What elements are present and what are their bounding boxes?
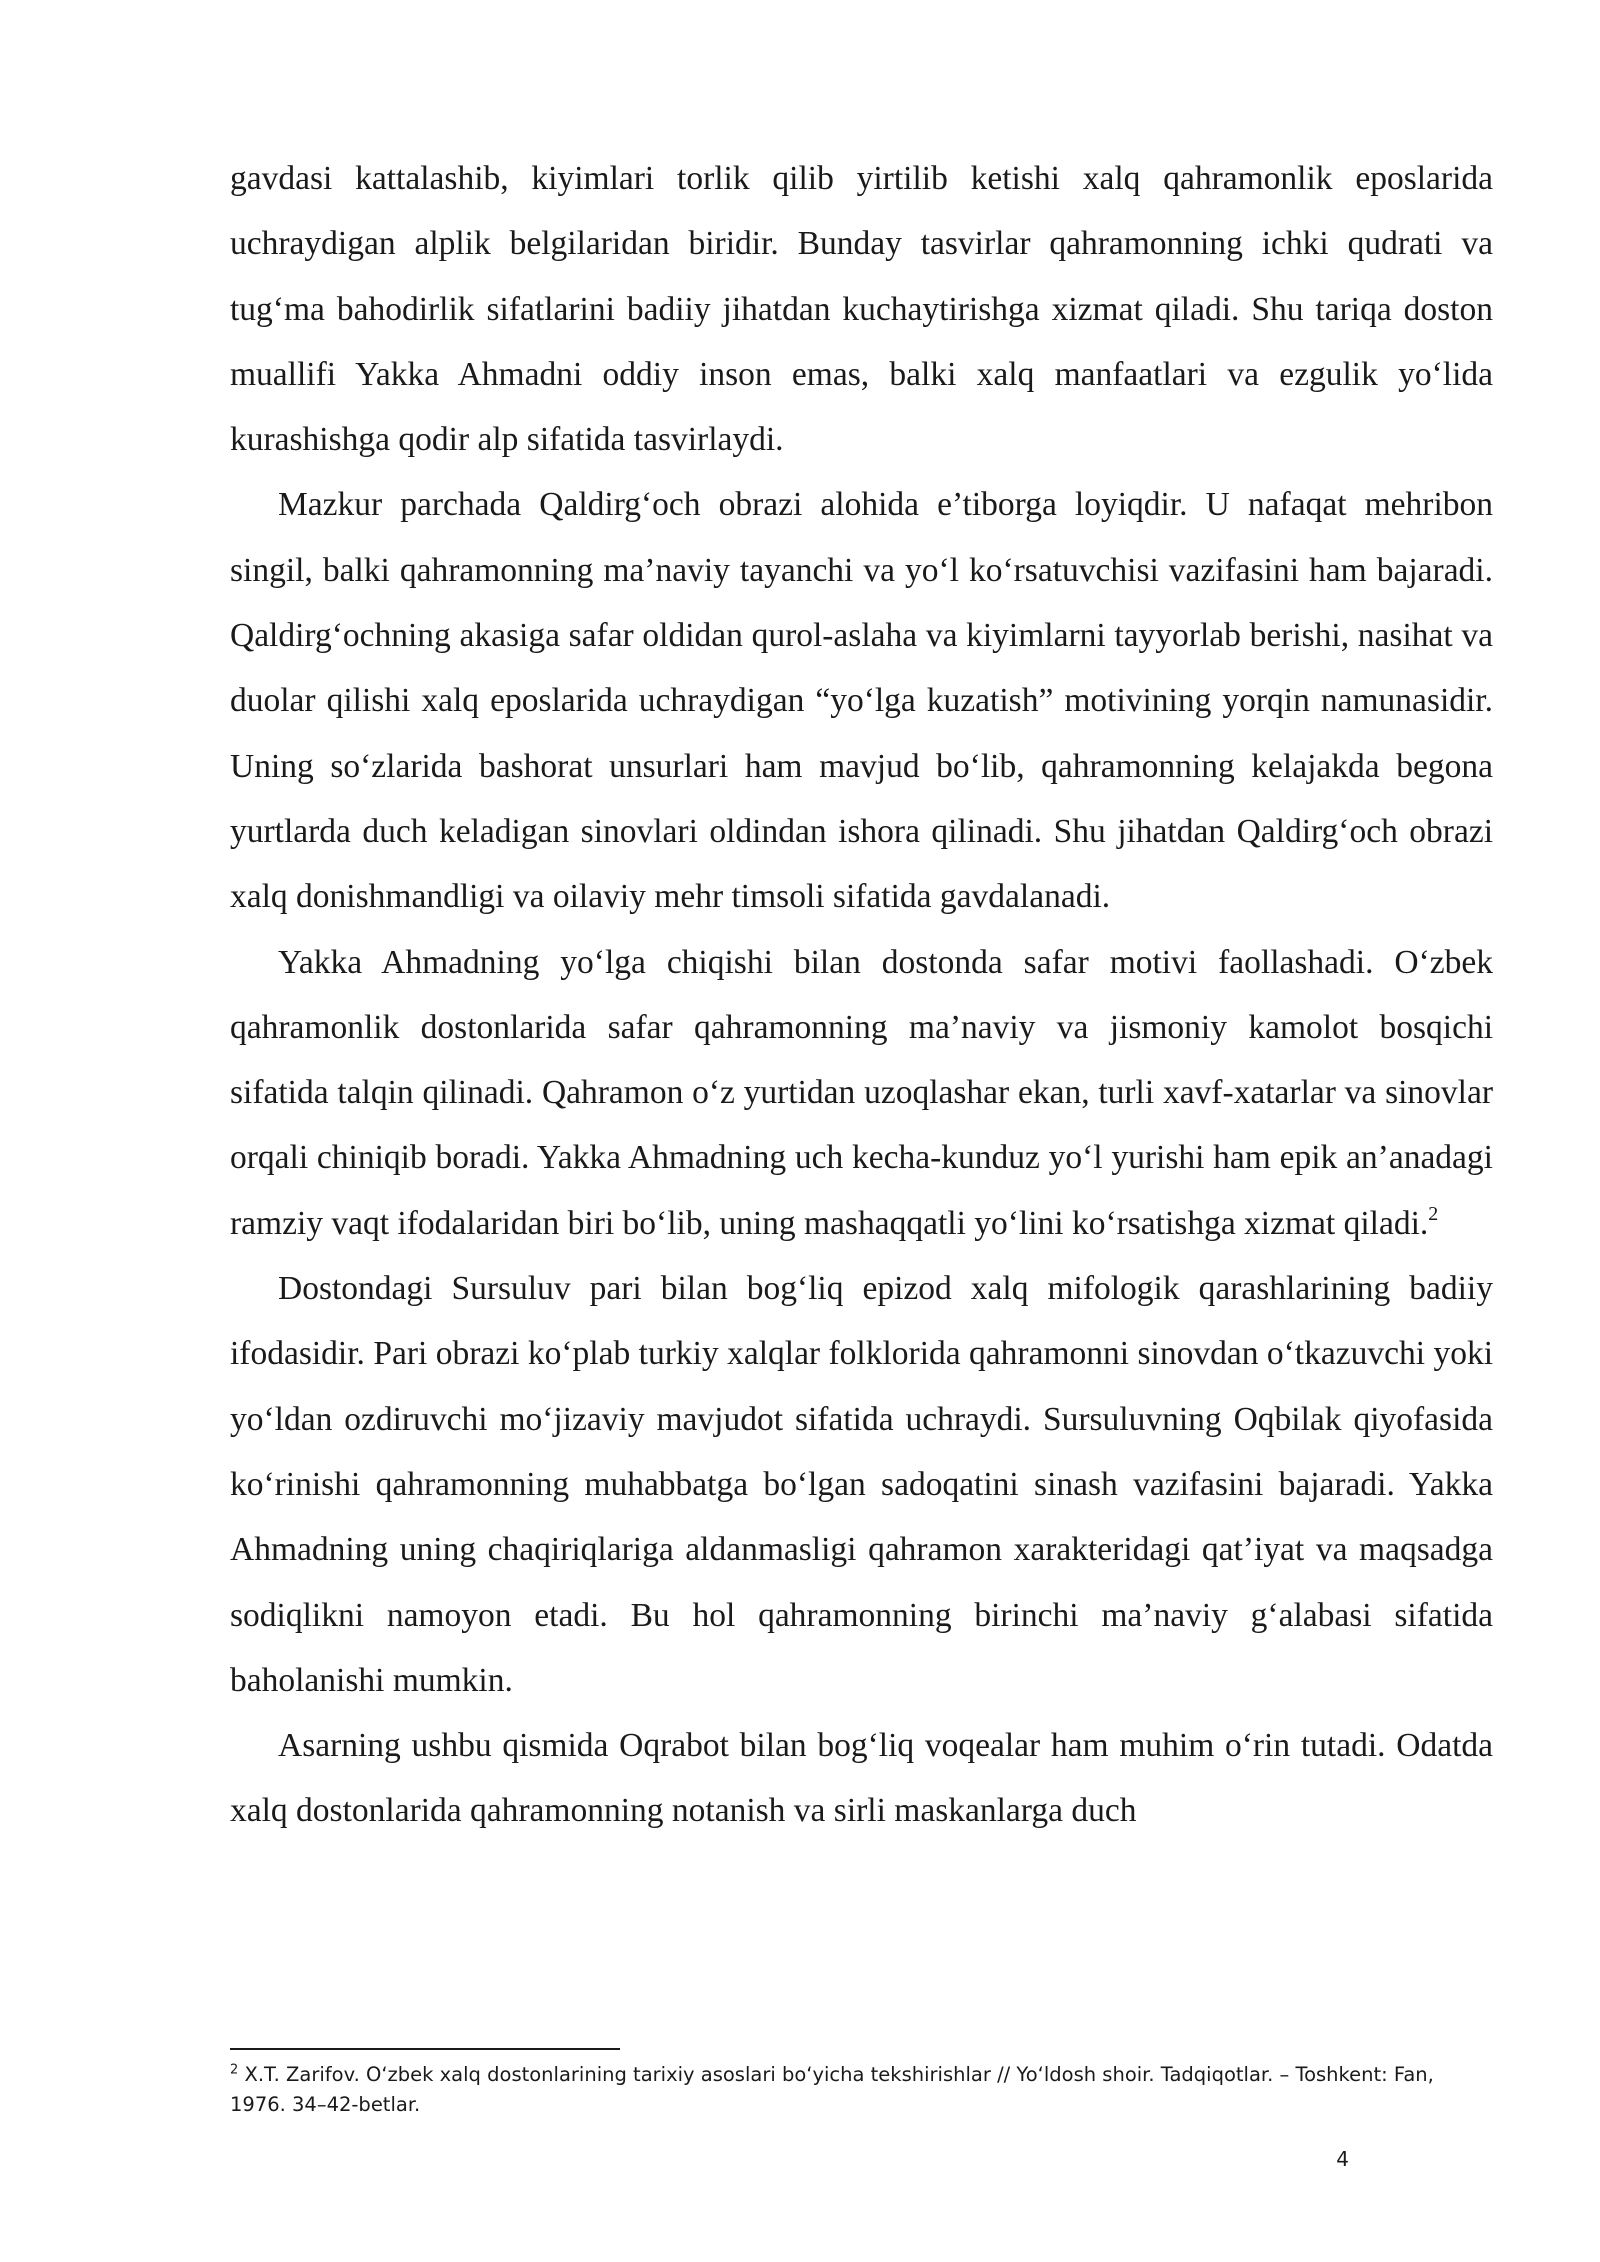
paragraph-1: gavdasi kattalashib, kiyimlari torlik qilib yirtilib ketishi xalq qahramonlik eposlarida uchraydigan alplik belgilaridan biridir. Bunday tasvirlar qahramonning ichki qudrati va tug‘ma bahodirlik sifatlarini badiiy jihatdan kuchaytirishga xizmat qiladi. Shu tariqa doston muallifi Yakka Ahmadni oddiy inson emas, balki xalq manfaatlari va ezgulik yo‘lida kurashishga qodir alp sifatida tasvirlaydi. bbox=[230, 160, 1493, 459]
footnote-separator bbox=[230, 2048, 620, 2050]
paragraph-5: Asarning ushbu qismida Oqrabot bilan bog‘liq voqealar ham muhim o‘rin tutadi. Odatda xalq dostonlarida qahramonning notanish va sirli maskanlarga duch bbox=[230, 1727, 1493, 1830]
paragraph-3-text: Yakka Ahmadning yo‘lga chiqishi bilan dostonda safar motivi faollashadi. O‘zbek qahramonlik dostonlarida safar qahramonning ma’naviy va jismoniy kamolot bosqichi sifatida talqin qilinadi. Qahramon o‘z yurtidan uzoqlashar ekan, turli xavf-xatarlar va sinovlar orqali chiniqib boradi. Yakka Ahmadning uch kecha-kunduz yo‘l yurishi ham epik an’anadagi ramziy vaqt ifodalaridan biri bo‘lib, uning mashaqqatli yo‘lini ko‘rsatishga xizmat qiladi. bbox=[230, 943, 1493, 1242]
main-text bbox=[230, 146, 1493, 1844]
footnote-text: X.T. Zarifov. O‘zbek xalq dostonlarining tarixiy asoslari bo‘yicha tekshirishlar // Yo‘ldosh shoir. Tadqiqotlar. – Toshkent: Fan, 1976. 34–42-betlar. bbox=[230, 2063, 1434, 2116]
paragraph-4: Dostondagi Sursuluv pari bilan bog‘liq epizod xalq mifologik qarashlarining badiiy ifodasidir. Pari obrazi ko‘plab turkiy xalqlar folklorida qahramonni sinovdan o‘tkazuvchi yoki yo‘ldan ozdiruvchi mo‘jizaviy mavjudot sifatida uchraydi. Sursuluvning Oqbilak qiyofasida ko‘rinishi qahramonning muhabbatga bo‘lgan sadoqatini sinash vazifasini bajaradi. Yakka Ahmadning uning chaqiriqlariga aldanmasligi qahramon xarakteridagi qat’iyat va maqsadga sodiqlikni namoyon etadi. Bu hol qahramonning birinchi ma’naviy g‘alabasi sifatida baholanishi mumkin. bbox=[230, 1270, 1493, 1699]
footnote-reference: 2 bbox=[1428, 1202, 1439, 1225]
paragraph-2: Mazkur parchada Qaldirg‘och obrazi alohida e’tiborga loyiqdir. U nafaqat mehribon singil, balki qahramonning ma’naviy tayanchi va yo‘l ko‘rsatuvchisi vazifasini ham bajaradi. Qaldirg‘ochning akasiga safar oldidan qurol-aslaha va kiyimlarni tayyorlab berishi, nasihat va duolar qilishi xalq eposlarida uchraydigan “yo‘lga kuzatish” motivining yorqin namunasidir. Uning so‘zlarida bashorat unsurlari ham mavjud bo‘lib, qahramonning kelajakda begona yurtlarda duch keladigan sinovlari oldindan ishora qilinadi. Shu jihatdan Qaldirg‘och obrazi xalq donishmandligi va oilaviy mehr timsoli sifatida gavdalanadi. bbox=[230, 486, 1493, 916]
footnote bbox=[230, 2060, 1493, 2120]
page-number: 4 bbox=[1336, 2147, 1349, 2171]
footnote-number: 2 bbox=[230, 2062, 239, 2078]
paragraph-3 bbox=[230, 930, 1493, 1256]
